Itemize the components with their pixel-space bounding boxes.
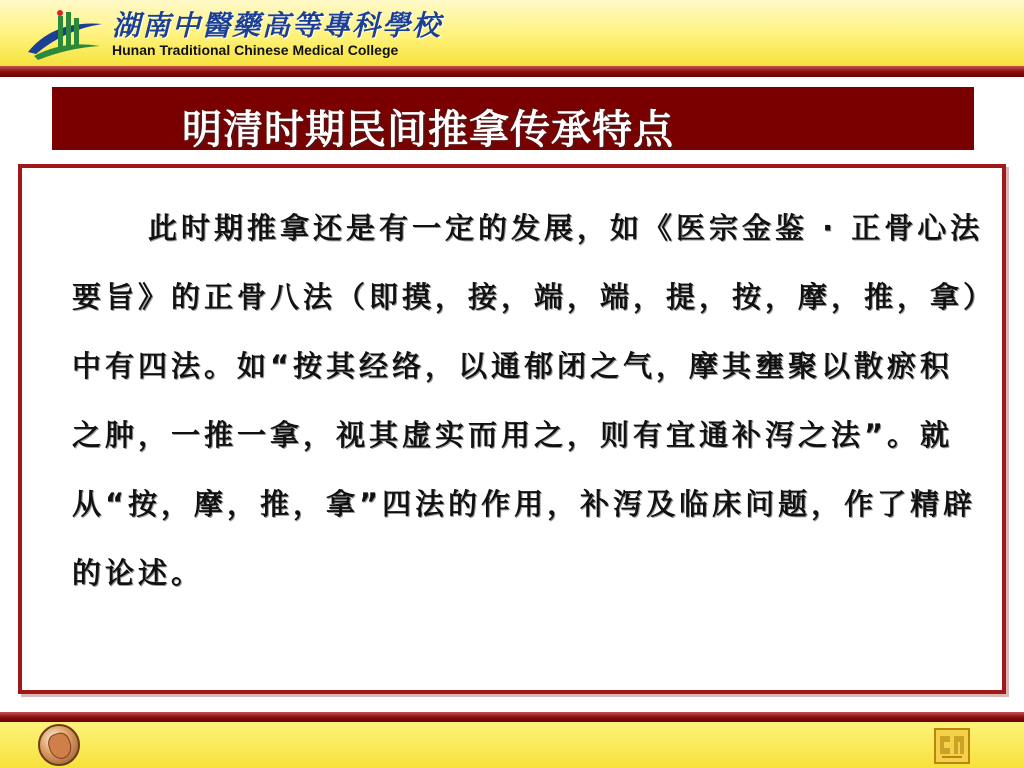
return-nav-icon[interactable]	[934, 728, 970, 764]
footer-divider	[0, 712, 1024, 722]
header-divider	[0, 66, 1024, 77]
home-button-graphic	[46, 730, 75, 762]
content-box	[18, 164, 1006, 694]
college-name-en: Hunan Traditional Chinese Medical College	[112, 42, 399, 58]
home-button-icon[interactable]	[38, 724, 80, 766]
college-emblem-icon	[24, 6, 106, 60]
college-name-cn: 湖南中醫藥高等專科學校	[112, 9, 443, 42]
body-paragraph: 此时期推拿还是有一定的发展，如《医宗金鉴 · 正骨心法要旨》的正骨八法（即摸，接，端，端，提，按，摩，推，拿）中有四法。如“按其经络，以通郁闭之气，摩其壅聚以散瘀积之肿，一推一拿，视其虚实而用之，则有宜通补泻之法”。就从“按，摩，推，拿”四法的作用，补泻及临床问题，作了精辟的论述。	[72, 211, 984, 590]
footer	[0, 722, 1024, 768]
slide-title: 明清时期民间推拿传承特点	[182, 107, 674, 153]
